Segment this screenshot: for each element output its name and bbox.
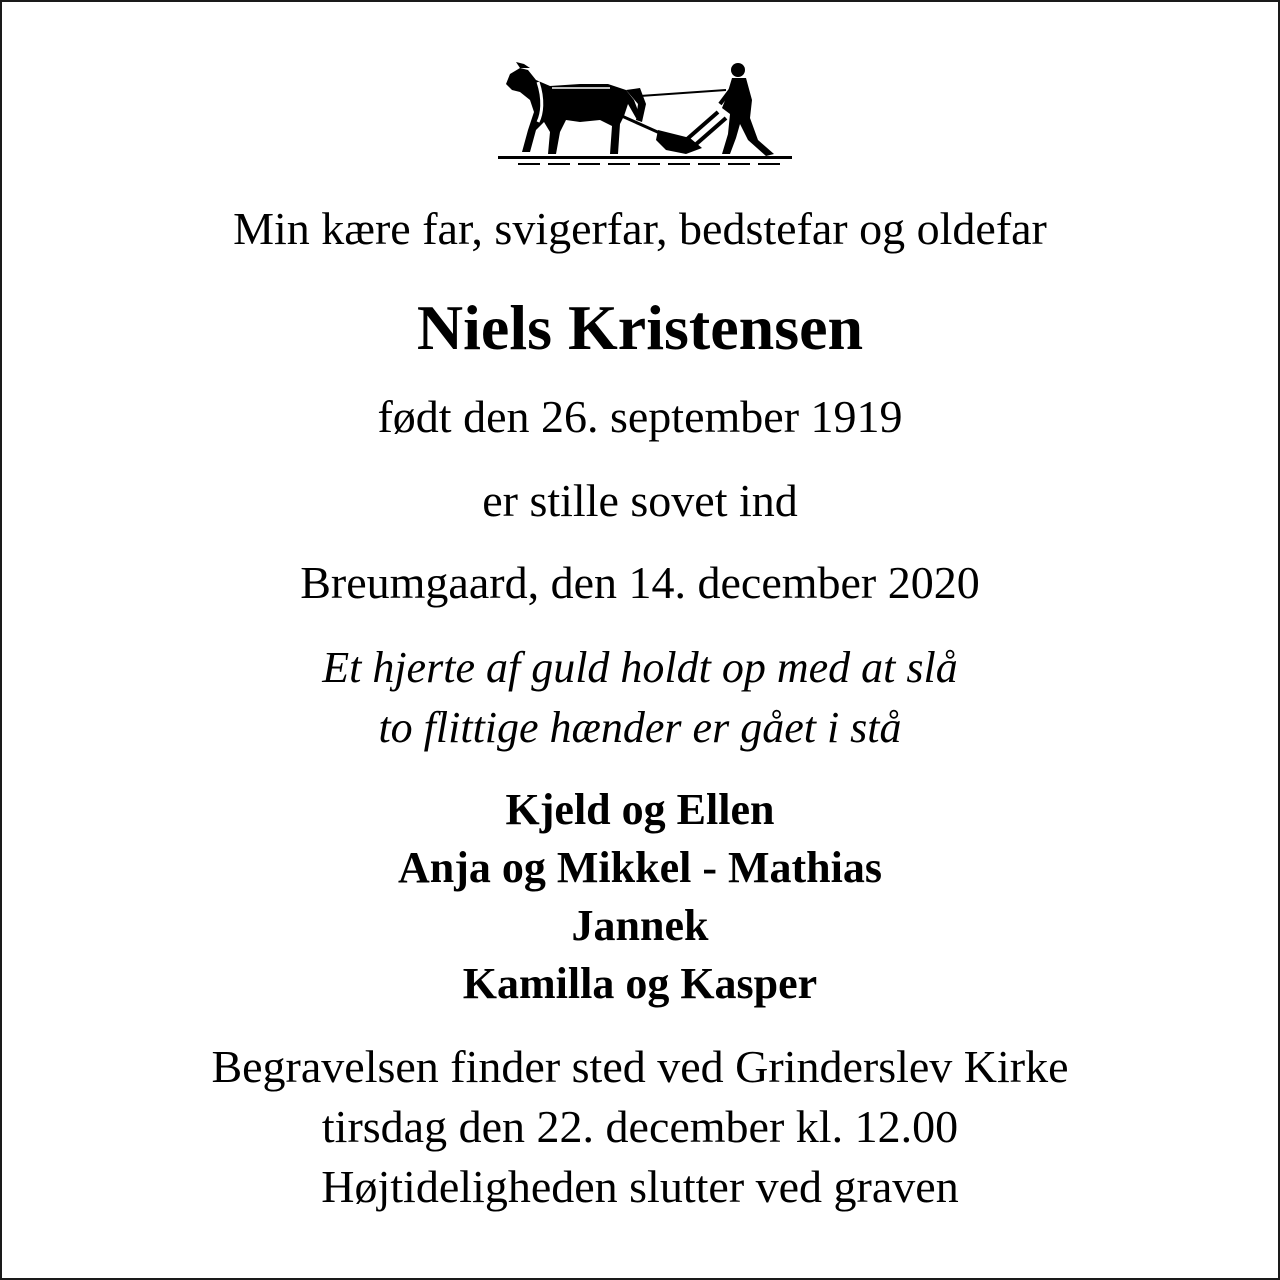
passed-away-line: er stille sovet ind <box>482 475 798 526</box>
deceased-name: Niels Kristensen <box>416 292 864 363</box>
verse-line: Et hjerte af guld holdt op med at slå <box>322 643 958 692</box>
funeral-info-line: tirsdag den 22. december kl. 12.00 <box>321 1101 959 1152</box>
family-line: Jannek <box>571 901 709 950</box>
verse-line: to flittige hænder er gået i stå <box>378 703 902 752</box>
funeral-info-line: Højtideligheden slutter ved graven <box>321 1161 959 1212</box>
place-and-date: Breumgaard, den 14. december 2020 <box>300 557 980 608</box>
birth-date: født den 26. september 1919 <box>377 391 903 442</box>
family-line: Kjeld og Ellen <box>505 785 775 834</box>
family-line: Anja og Mikkel - Mathias <box>398 843 882 892</box>
plowing-horse-and-farmer-icon <box>490 60 796 170</box>
funeral-info-line: Begravelsen finder sted ved Grinderslev Kirke <box>211 1041 1069 1092</box>
family-line: Kamilla og Kasper <box>462 959 818 1008</box>
intro-line: Min kære far, svigerfar, bedstefar og oldefar <box>233 203 1047 254</box>
